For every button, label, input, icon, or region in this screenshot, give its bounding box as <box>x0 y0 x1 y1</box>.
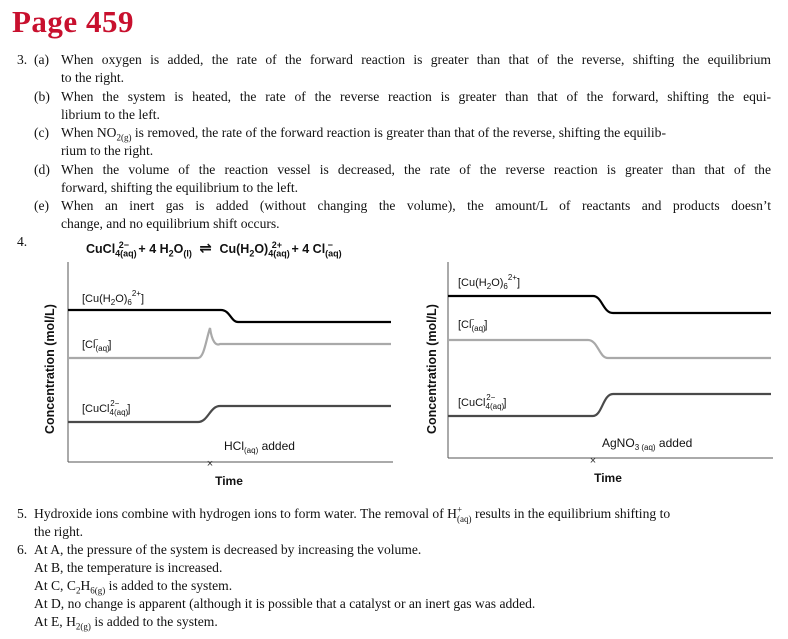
q5-line2: the right. <box>34 524 84 539</box>
chart1-xlabel: Time <box>215 474 243 488</box>
q3c-letter: (c) <box>34 125 50 140</box>
q3e-line1: When an inert gas is added (without changing the volume), the amount/L of reactants and products doesn’t <box>61 198 771 213</box>
q3b-line2: librium to the left. <box>61 107 160 122</box>
chart1-ylabel: Concentration (mol/L) <box>43 304 57 434</box>
q6-line-c: At C, $C_2H_{6(g)}$ is added to the system. <box>34 578 233 596</box>
chart2-ylabel: Concentration (mol/L) <box>425 304 439 434</box>
chart2-event-marker: × <box>589 455 597 467</box>
q3-number: 3. <box>17 52 28 67</box>
chart1-label-cucl4: [CuCl$_{4(aq)}$2− ] <box>82 399 131 417</box>
q3a-line2: to the right. <box>61 70 125 85</box>
q6-line-d: At D, no change is apparent (although it is possible that a catalyst or an inert gas was added. <box>34 596 536 611</box>
q6-line-b: At B, the temperature is increased. <box>34 560 223 575</box>
chart2-xlabel: Time <box>594 471 622 485</box>
q3d-letter: (d) <box>34 162 50 177</box>
chart1-series-cl <box>68 328 391 358</box>
q6-number: 6. <box>17 542 28 557</box>
chart2-annotation: AgNO$_{3 (aq)}$ added <box>602 436 693 452</box>
q6-line-e: At E, $H_{2(g)}$ is added to the system. <box>34 614 218 632</box>
q3c-line1: When $NO_{2(g)}$ is removed, the rate of the forward reaction is greater than that of the reverse, shifting the equilib- <box>61 125 666 143</box>
chart-agno3 <box>418 262 778 494</box>
q4-number: 4. <box>17 234 28 249</box>
q3a-letter: (a) <box>34 52 50 67</box>
chart2-series-cu-h2o <box>448 296 771 313</box>
q3e-line2: change, and no equilibrium shift occurs. <box>61 216 280 231</box>
chart1-event-marker: × <box>206 458 214 470</box>
page-title: Page 459 <box>12 4 134 39</box>
chart2-label-cucl4: [CuCl$_{4(aq)}$2− ] <box>458 393 507 411</box>
chart-hcl <box>38 262 398 494</box>
q3b-line1: When the system is heated, the rate of the reverse reaction is greater than that of the forward, shifting the equi- <box>61 89 771 104</box>
chart1-annotation: HCl$_{(aq)}$ added <box>224 439 295 455</box>
chart1-label-cu-h2o: $[Cu(H_2O)_6^{2+}]$ <box>82 289 145 307</box>
q3b-letter: (b) <box>34 89 50 104</box>
q4-equation: CuCl$_{4(aq)}^{2-}$ + 4 $H_2O_{(l)}$ ⇌ $Cu(H_2O)_{4(aq)}^{2+} + 4$ $Cl_{(aq)}^-$ <box>86 239 342 259</box>
q6-line-a: At A, the pressure of the system is decreased by increasing the volume. <box>34 542 422 557</box>
q3c-line2: rium to the right. <box>61 143 154 158</box>
q3d-line2: forward, shifting the equilibrium to the left. <box>61 180 299 195</box>
chart1-series-cu-h2o <box>68 310 391 322</box>
q3e-letter: (e) <box>34 198 50 213</box>
chart2-label-cl: [$Cl_{(aq)}-$ ] <box>458 315 488 333</box>
q3d-line1: When the volume of the reaction vessel is decreased, the rate of the reverse reaction is greater than that of the <box>61 162 771 177</box>
chart2-label-cu-h2o: $[Cu(H_2O)_6^{2+}]$ <box>458 273 521 291</box>
q5-line1: Hydroxide ions combine with hydrogen ions to form water. The removal of $H^+_{(aq)}$ results in the equilibrium shifting to <box>34 504 671 524</box>
chart2-series-cl <box>448 340 771 358</box>
chart1-label-cl: [$Cl_{(aq)}-$ ] <box>82 335 112 353</box>
q5-number: 5. <box>17 506 28 521</box>
q3a-line1: When oxygen is added, the rate of the forward reaction is greater than that of the reverse, shifting the equilibrium <box>61 52 771 67</box>
